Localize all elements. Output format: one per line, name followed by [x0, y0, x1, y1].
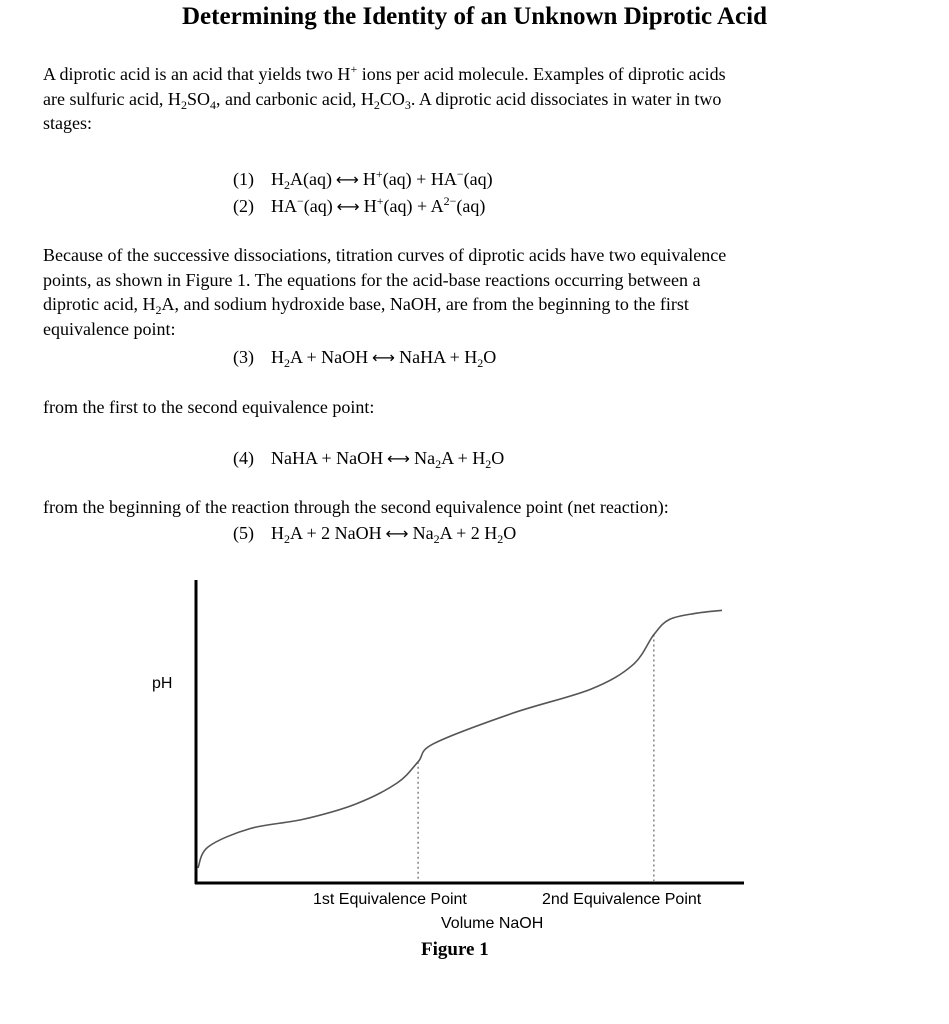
equilibrium-arrow-icon: ⟷	[385, 524, 409, 543]
y-axis-label: pH	[152, 675, 173, 692]
titration-line-2: points, as shown in Figure 1. The equations for the acid-base reactions occurring between a	[43, 269, 701, 290]
equilibrium-arrow-icon: ⟷	[336, 197, 360, 216]
equilibrium-arrow-icon: ⟷	[387, 449, 411, 468]
eq-point-1-label: 1st Equivalence Point	[313, 891, 467, 908]
first-to-second-text: from the first to the second equivalence point:	[43, 397, 375, 417]
equation-5: (5) $H_2A + 2$ NaOH ⟷ $Na_2A + 2$ $H_2O$	[233, 523, 517, 546]
titration-line-4: equivalence point:	[43, 318, 176, 339]
figure-caption: Figure 1	[421, 939, 489, 960]
x-axis-label: Volume NaOH	[441, 915, 544, 932]
equation-3: (3) $H_2A$ + NaOH ⟷ NaHA + $H_2O$	[233, 347, 497, 370]
page-title: Determining the Identity of an Unknown Diprotic Acid	[182, 3, 767, 30]
titration-line-3: diprotic acid, $H_2A$, and sodium hydroxide base, NaOH, are from the beginning to the first	[43, 294, 689, 317]
intro-line-2: are sulfuric acid, $H_2SO_4$, and carbonic acid, $H_2CO_3$. A diprotic acid dissociates in water in two	[43, 88, 722, 112]
equilibrium-arrow-icon: ⟷	[372, 348, 396, 367]
equilibrium-arrow-icon: ⟷	[335, 170, 359, 189]
titration-line-1: Because of the successive dissociations, titration curves of diprotic acids have two equivalence	[43, 245, 727, 265]
intro-line-3: stages:	[43, 113, 92, 133]
net-reaction-text: from the beginning of the reaction through the second equivalence point (net reaction):	[43, 497, 669, 517]
equation-2: (2) HA−(aq) ⟷ $H^+(aq) + A^{2-}(aq)$	[233, 194, 485, 219]
equation-4: (4) NaHA + NaOH ⟷ $Na_2A + H_2O$	[233, 448, 505, 471]
intro-line-1: A diprotic acid is an acid that yields two H+ ions per acid molecule. Examples of diprotic acids	[43, 62, 726, 84]
eq-point-2-label: 2nd Equivalence Point	[542, 891, 702, 908]
equation-1: (1) $H_2A(aq)$ ⟷ H+(aq) + HA−(aq)	[233, 167, 493, 192]
titration-curve	[198, 610, 722, 868]
